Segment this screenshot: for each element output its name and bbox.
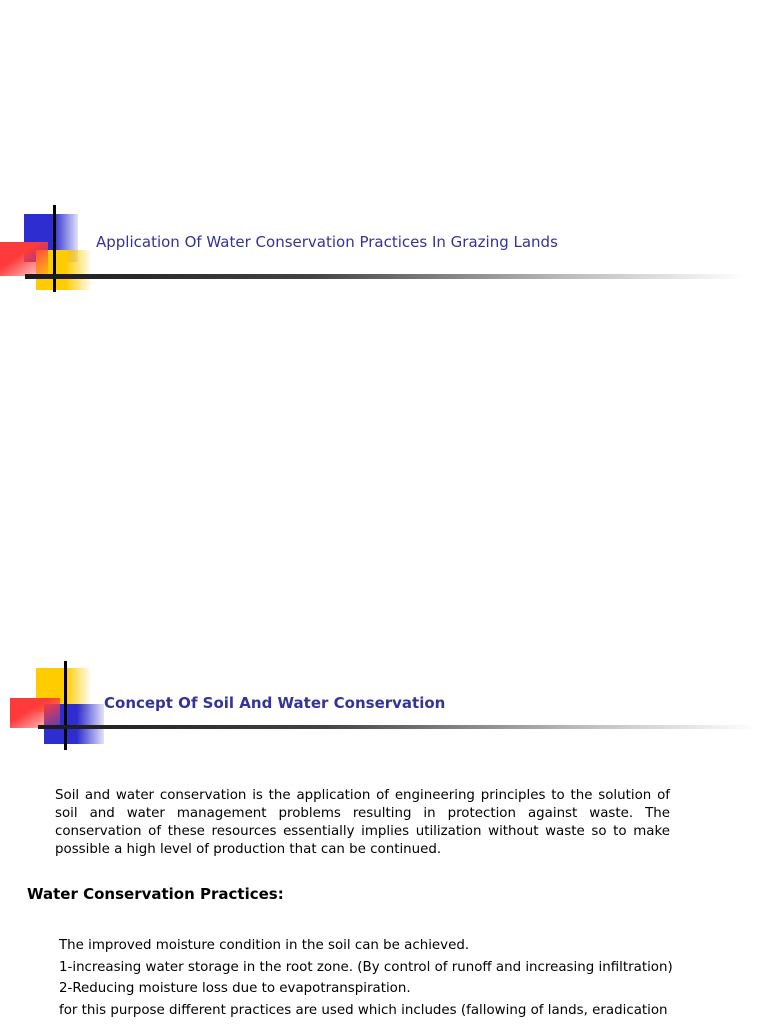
corner-decoration: [0, 658, 110, 748]
list-item: 2-Reducing moisture loss due to evapotranspiration.: [59, 981, 411, 996]
title-rule: [25, 274, 745, 279]
red-square: [10, 698, 60, 728]
list-item: 1-increasing water storage in the root zone. (By control of runoff and increasing infiltration): [59, 959, 673, 975]
slide-title-text: Application Of Water Conservation Practices In Grazing Lands: [96, 233, 558, 251]
vertical-rule: [64, 661, 67, 750]
title-rule: [38, 725, 758, 729]
section-heading: Water Conservation Practices:: [27, 885, 284, 903]
list-item: The improved moisture condition in the soil can be achieved.: [59, 938, 470, 953]
body-paragraph: Soil and water conservation is the application of engineering principles to the solution of soil and water management problems resulting in protection against waste. The conservation of these resources essentially implies utilization without waste so to make possible a high level of production that can be continued.: [55, 788, 670, 857]
practice-list: [59, 935, 679, 1021]
list-item: for this purpose different practices are used which includes (fallowing of lands, eradication: [59, 1002, 668, 1018]
corner-decoration: [0, 200, 110, 300]
slide-title: [0, 0, 768, 330]
red-square: [0, 242, 48, 276]
slide-title-text: Concept Of Soil And Water Conservation: [104, 694, 446, 712]
